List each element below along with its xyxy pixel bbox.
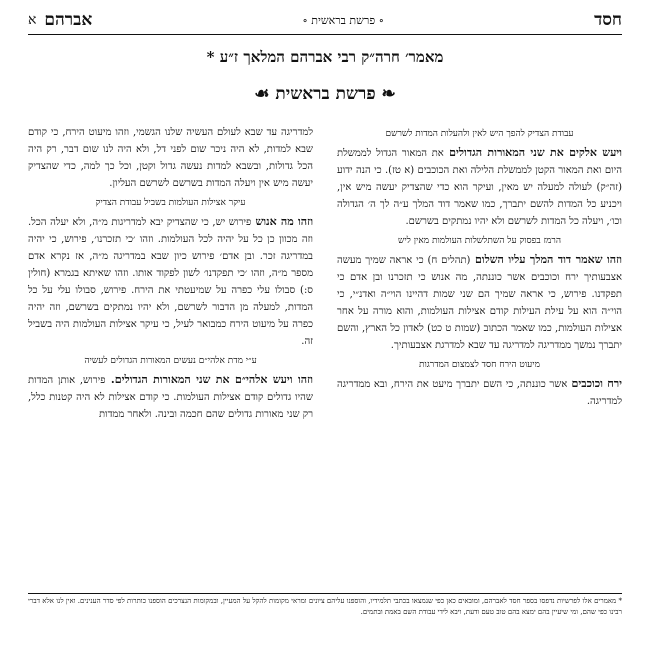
- article-title-text: מאמר׳ חרה״ק רבי אברהם המלאך ז״ע: [219, 48, 444, 66]
- body-paragraph: [28, 124, 313, 192]
- body-paragraph: [337, 375, 622, 410]
- parsha-title: ❧ פרשת בראשית ☙: [254, 84, 396, 104]
- section-note: עבודת הצדיק להפך היש לאין ולהעלות המדות לשרשם: [385, 129, 574, 139]
- body-paragraph: [337, 251, 622, 354]
- text-columns: [28, 124, 622, 588]
- body-paragraph: [28, 213, 313, 350]
- paragraph-text: (תהלים ח) כי אראה שמיך מעשה אצבעותיך ירח וכוכבים אשר כוננתה, מה אנוש כי תזכרנו ובן אדם כי תפקדנו. פירוש, כי אראה שמיך הם שני שמות דהיינו הוי״ה ואדנ״י, כי הוי״ה הוא על עילת העילות קודם אצילות העולמות, והוא מורה על אחר אצילות העולמות, כמו שאמר הכתוב (שמות ט כט) לאדון כל הארץ, והשם יתברך נמשך ממדריגה למדריגה עד שבא למדרגת אצבעותיך.: [337, 255, 622, 351]
- paragraph-text: למדריגה עד שבא לעולם העשיה שלנו הגשמי, וזהו מיעוט הירח, כי קודם שבא למדות, לא היה ניכר שום לפני דל, ולא היה לנו שום דבר, רק היה הכל גדולות, ובשבא למדות נעשה גדול וקטן, וכל כך למה, כדי שהצדיק יעשה מיש אין ויעלה המדות בשרשם לשרשם העליון.: [28, 127, 313, 189]
- paragraph-text: את המאור הגדול לממשלת היום ואת המאור הקטן לממשלת הלילה ואת הכוכבים (א טז). כי הנה ידוע (זה״ק) לעולה למעלה יש מאין, ועיקר הוא כדי שהצדיק יעשה מיש אין, ויכניע כל המדות להשם יתברך, כמו שאמר דוד המלך ע״ה לך ה׳ הגדולה וכו׳, ויעלה כל המדות לשרשם ולא יהיו נמתקים בשרשם.: [337, 148, 622, 227]
- paragraph-lead: וזהו מה אנוש: [251, 215, 313, 228]
- left-column: [28, 124, 313, 588]
- section-note: עיקר אצילות העולמות בשביל עבודת הצדיק: [95, 198, 246, 208]
- page-letter: א: [28, 11, 37, 28]
- paragraph-text: אשר כוננתה, כי השם יתברך מיעט את הירח, ובא ממדריגה למדריגה.: [337, 379, 622, 407]
- paragraph-lead: ויעש אלקים את שני המאורות הגדולים: [443, 146, 622, 159]
- right-column: [337, 124, 622, 588]
- article-title: מאמר׳ חרה״ק רבי אברהם המלאך ז״ע *: [206, 48, 444, 66]
- running-header: [28, 6, 622, 35]
- body-paragraph: [28, 371, 313, 423]
- header-left-group: [28, 10, 92, 30]
- paragraph-lead: ירח וכוכבים: [567, 377, 622, 390]
- paragraph-text: פירוש, אותן המדות שהיו גדולים קודם אצילות העולמות. כי קודם אצילות לא היה קטנות כלל, רק שני מאורות גדולים שהם חכמה ובינה. ולאחר ממדות: [28, 375, 313, 420]
- section-note: ע״י מדת אלהי״ם נעשים המאורות הגדולים לעשיה: [84, 356, 257, 366]
- section-note: מיעוט הירח חסד לצמצום המדרגות: [419, 360, 540, 370]
- body-paragraph: [337, 144, 622, 230]
- parsha-title-text: פרשת בראשית: [275, 84, 376, 104]
- section-note: הרמז בפסוק על השתלשלות העולמות מאין ליש: [397, 236, 562, 246]
- book-title: אברהם: [44, 10, 93, 30]
- paragraph-lead: וזהו ויעש אלהי״ם את שני המאורות הגדולים.: [105, 373, 313, 386]
- paragraph-lead: וזהו שאמר דוד המלך עליו השלום: [470, 253, 622, 266]
- paragraph-text: פירוש יש, כי שהצדיק יבא למדריגות מ״ה, ולא יעלה הכל. וזה מכוון כן כל על יהיה לכל העולמות. וזהו ׳כי תזכרנו׳, פירוש, כי יהיה במדריגה זכר. ובן אדם׳ פירוש כיון שבא במדריגה מ״ה, אז נקרא אדם מספר מ״ה, וזהו ׳כי תפקדנו׳ לשון לפקוד אותו. וזהו שאיתא בגמרא (חולין ס:) סבולו עלי כפרה על שמיעטתי את הירח. פירוש, סבולו עלי על כל המדות, למעלה מן הדבור לשרשם, ולא יהיו נמתקים בשרשם, וזה יהיה כפרה על מיעוט הירח כמבואר לעיל, כי עיקר אצילות העולמות היה בשביל זה.: [28, 217, 313, 347]
- footnote-divider: [28, 593, 622, 594]
- running-title-text: פרשת בראשית: [311, 13, 376, 27]
- footnote: * מאמרים אלו לפרשיות נדפסו בספר חסד לאברהם, ומובאים כאן כפי שנמצאו בכתבי תלמידיו, והוספנו עליהם ציונים ומראי מקומות להקל על המעיין, ובמקומות הנצרכים הוספנו כותרות לפי סדר הענינים. ואין לנו אלא דברי רבינו כפי שהם, ומי שיעיין בהם ימצא בהם טוב טעם ודעת, ויבא לידי עבודת השם באמת ובתמים.: [28, 597, 622, 616]
- page-number: חסד: [594, 10, 622, 30]
- running-title: ∘ פרשת בראשית ∘: [302, 13, 384, 27]
